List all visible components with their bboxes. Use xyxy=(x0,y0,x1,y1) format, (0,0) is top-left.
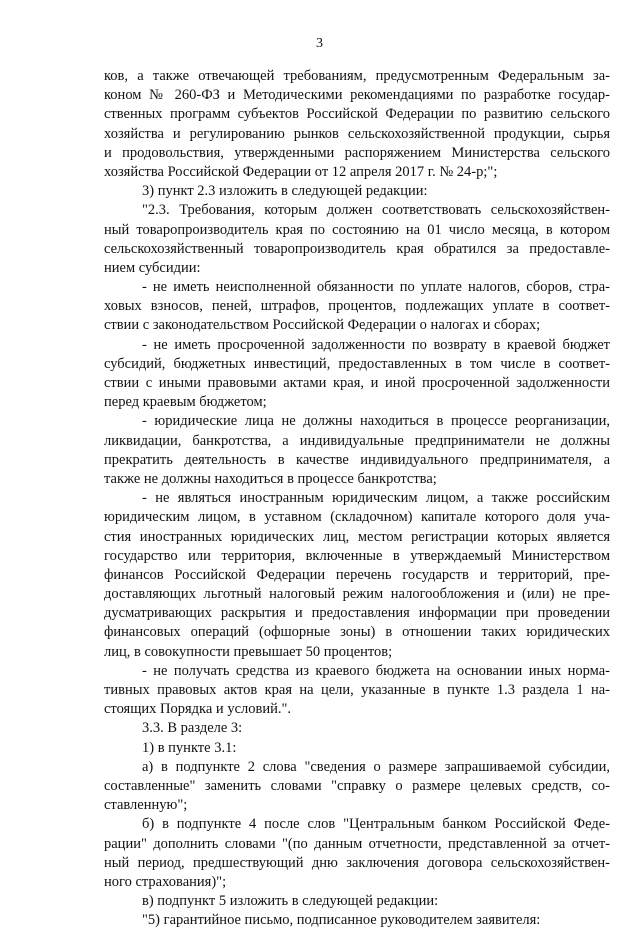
text-line: дусматривающих раскрытия и предоставления информации при проведении xyxy=(104,605,610,622)
text-line: хозяйства Российской Федерации от 12 апреля 2017 г. № 24-р;"; xyxy=(104,163,498,180)
text-line: - не иметь просроченной задолженности по возврату в краевой бюджет xyxy=(142,336,610,353)
text-line: ного страхования)"; xyxy=(104,873,227,890)
text-line: - не иметь неисполненной обязанности по уплате налогов, сборов, стра- xyxy=(142,279,610,296)
text-line: ховых взносов, пеней, штрафов, процентов, подлежащих уплате в соответ- xyxy=(104,298,610,315)
text-line: тивных правовых актов края на цели, указанные в пункте 1.3 раздела 1 на- xyxy=(104,682,610,698)
text-line: и продовольствия, утвержденными распоряжением Министерства сельского xyxy=(104,144,610,161)
text-line: сельскохозяйственный товаропроизводитель края обратился за предоставле- xyxy=(104,240,610,257)
text-line: коном № 260-ФЗ и Методическими рекомендациями по разработке государ- xyxy=(104,87,610,104)
text-line: "5) гарантийное письмо, подписанное руководителем заявителя: xyxy=(142,912,541,929)
text-line: стия иностранных юридических лиц, местом регистрации которых является xyxy=(104,528,610,545)
text-line: ный период, предшествующий дню заключения договора сельскохозяйствен- xyxy=(104,854,610,871)
text-line: прекратить деятельность в качестве индивидуального предпринимателя, а xyxy=(104,451,610,468)
page-number: 3 xyxy=(316,36,323,51)
text-line: - не получать средства из краевого бюджета на основании иных норма- xyxy=(142,662,610,679)
text-line: ный товаропроизводитель края по состоянию на 01 число месяца, в котором xyxy=(104,221,610,238)
text-line: лиц, в совокупности превышает 50 процентов; xyxy=(104,643,393,660)
text-line: составленные" заменить словами "справку о размере целевых средств, со- xyxy=(104,777,610,794)
text-line: финансовых операций (офшорные зоны) в отношении таких юридических xyxy=(104,624,610,641)
text-line: субсидий, бюджетных инвестиций, предоставленных в том числе в соответ- xyxy=(104,355,610,372)
text-line: также не должны находиться в процессе банкротства; xyxy=(104,470,437,487)
text-line: финансов Российской Федерации перечень государств и территорий, пре- xyxy=(104,566,610,583)
text-line: - не являться иностранным юридическим лицом, а также российским xyxy=(142,490,610,507)
text-line: "2.3. Требования, которым должен соответствовать сельскохозяйствен- xyxy=(142,202,610,219)
text-line: стоящих Порядка и условий.". xyxy=(104,701,292,718)
text-line: а) в подпункте 2 слова "сведения о размере запрашиваемой субсидии, xyxy=(142,758,610,775)
text-line: ствии с иными правовыми актами края, и иной просроченной задолженности xyxy=(104,375,610,391)
text-line: перед краевым бюджетом; xyxy=(104,394,267,411)
text-line: ликвидации, банкротства, а индивидуальные предприниматели не должны xyxy=(104,432,610,449)
text-line: 3) пункт 2.3 изложить в следующей редакции: xyxy=(142,183,428,200)
text-line: юридическим лицом, в уставном (складочном) капитале которого доля уча- xyxy=(104,509,610,526)
document-body xyxy=(104,67,610,930)
text-line: доставляющих льготный налоговый режим налогообложения и (или) не пре- xyxy=(104,586,610,603)
text-line: 3.3. В разделе 3: xyxy=(142,720,243,737)
text-line: ставленную"; xyxy=(104,797,188,814)
text-line: государство или территория, включенные в утверждаемый Министерством xyxy=(104,547,610,564)
text-line: ствии с законодательством Российской Федерации о налогах и сборах; xyxy=(104,317,541,334)
text-line: - юридические лица не должны находиться в процессе реорганизации, xyxy=(142,413,610,430)
text-line: б) в подпункте 4 после слов "Центральным банком Российской Феде- xyxy=(142,816,610,833)
text-line: в) подпункт 5 изложить в следующей редакции: xyxy=(142,893,439,910)
text-line: рации" дополнить словами "(по данным отчетности, представленной за отчет- xyxy=(104,835,610,852)
text-line: хозяйства и регулированию рынков сельскохозяйственной продукции, сырья xyxy=(104,125,610,142)
text-line: нием субсидии: xyxy=(104,259,201,276)
text-line: ков, а также отвечающей требованиям, предусмотренным Федеральным за- xyxy=(104,68,610,84)
text-line: 1) в пункте 3.1: xyxy=(142,739,237,756)
text-line: ственных программ субъектов Российской Федерации по развитию сельского xyxy=(104,106,610,123)
